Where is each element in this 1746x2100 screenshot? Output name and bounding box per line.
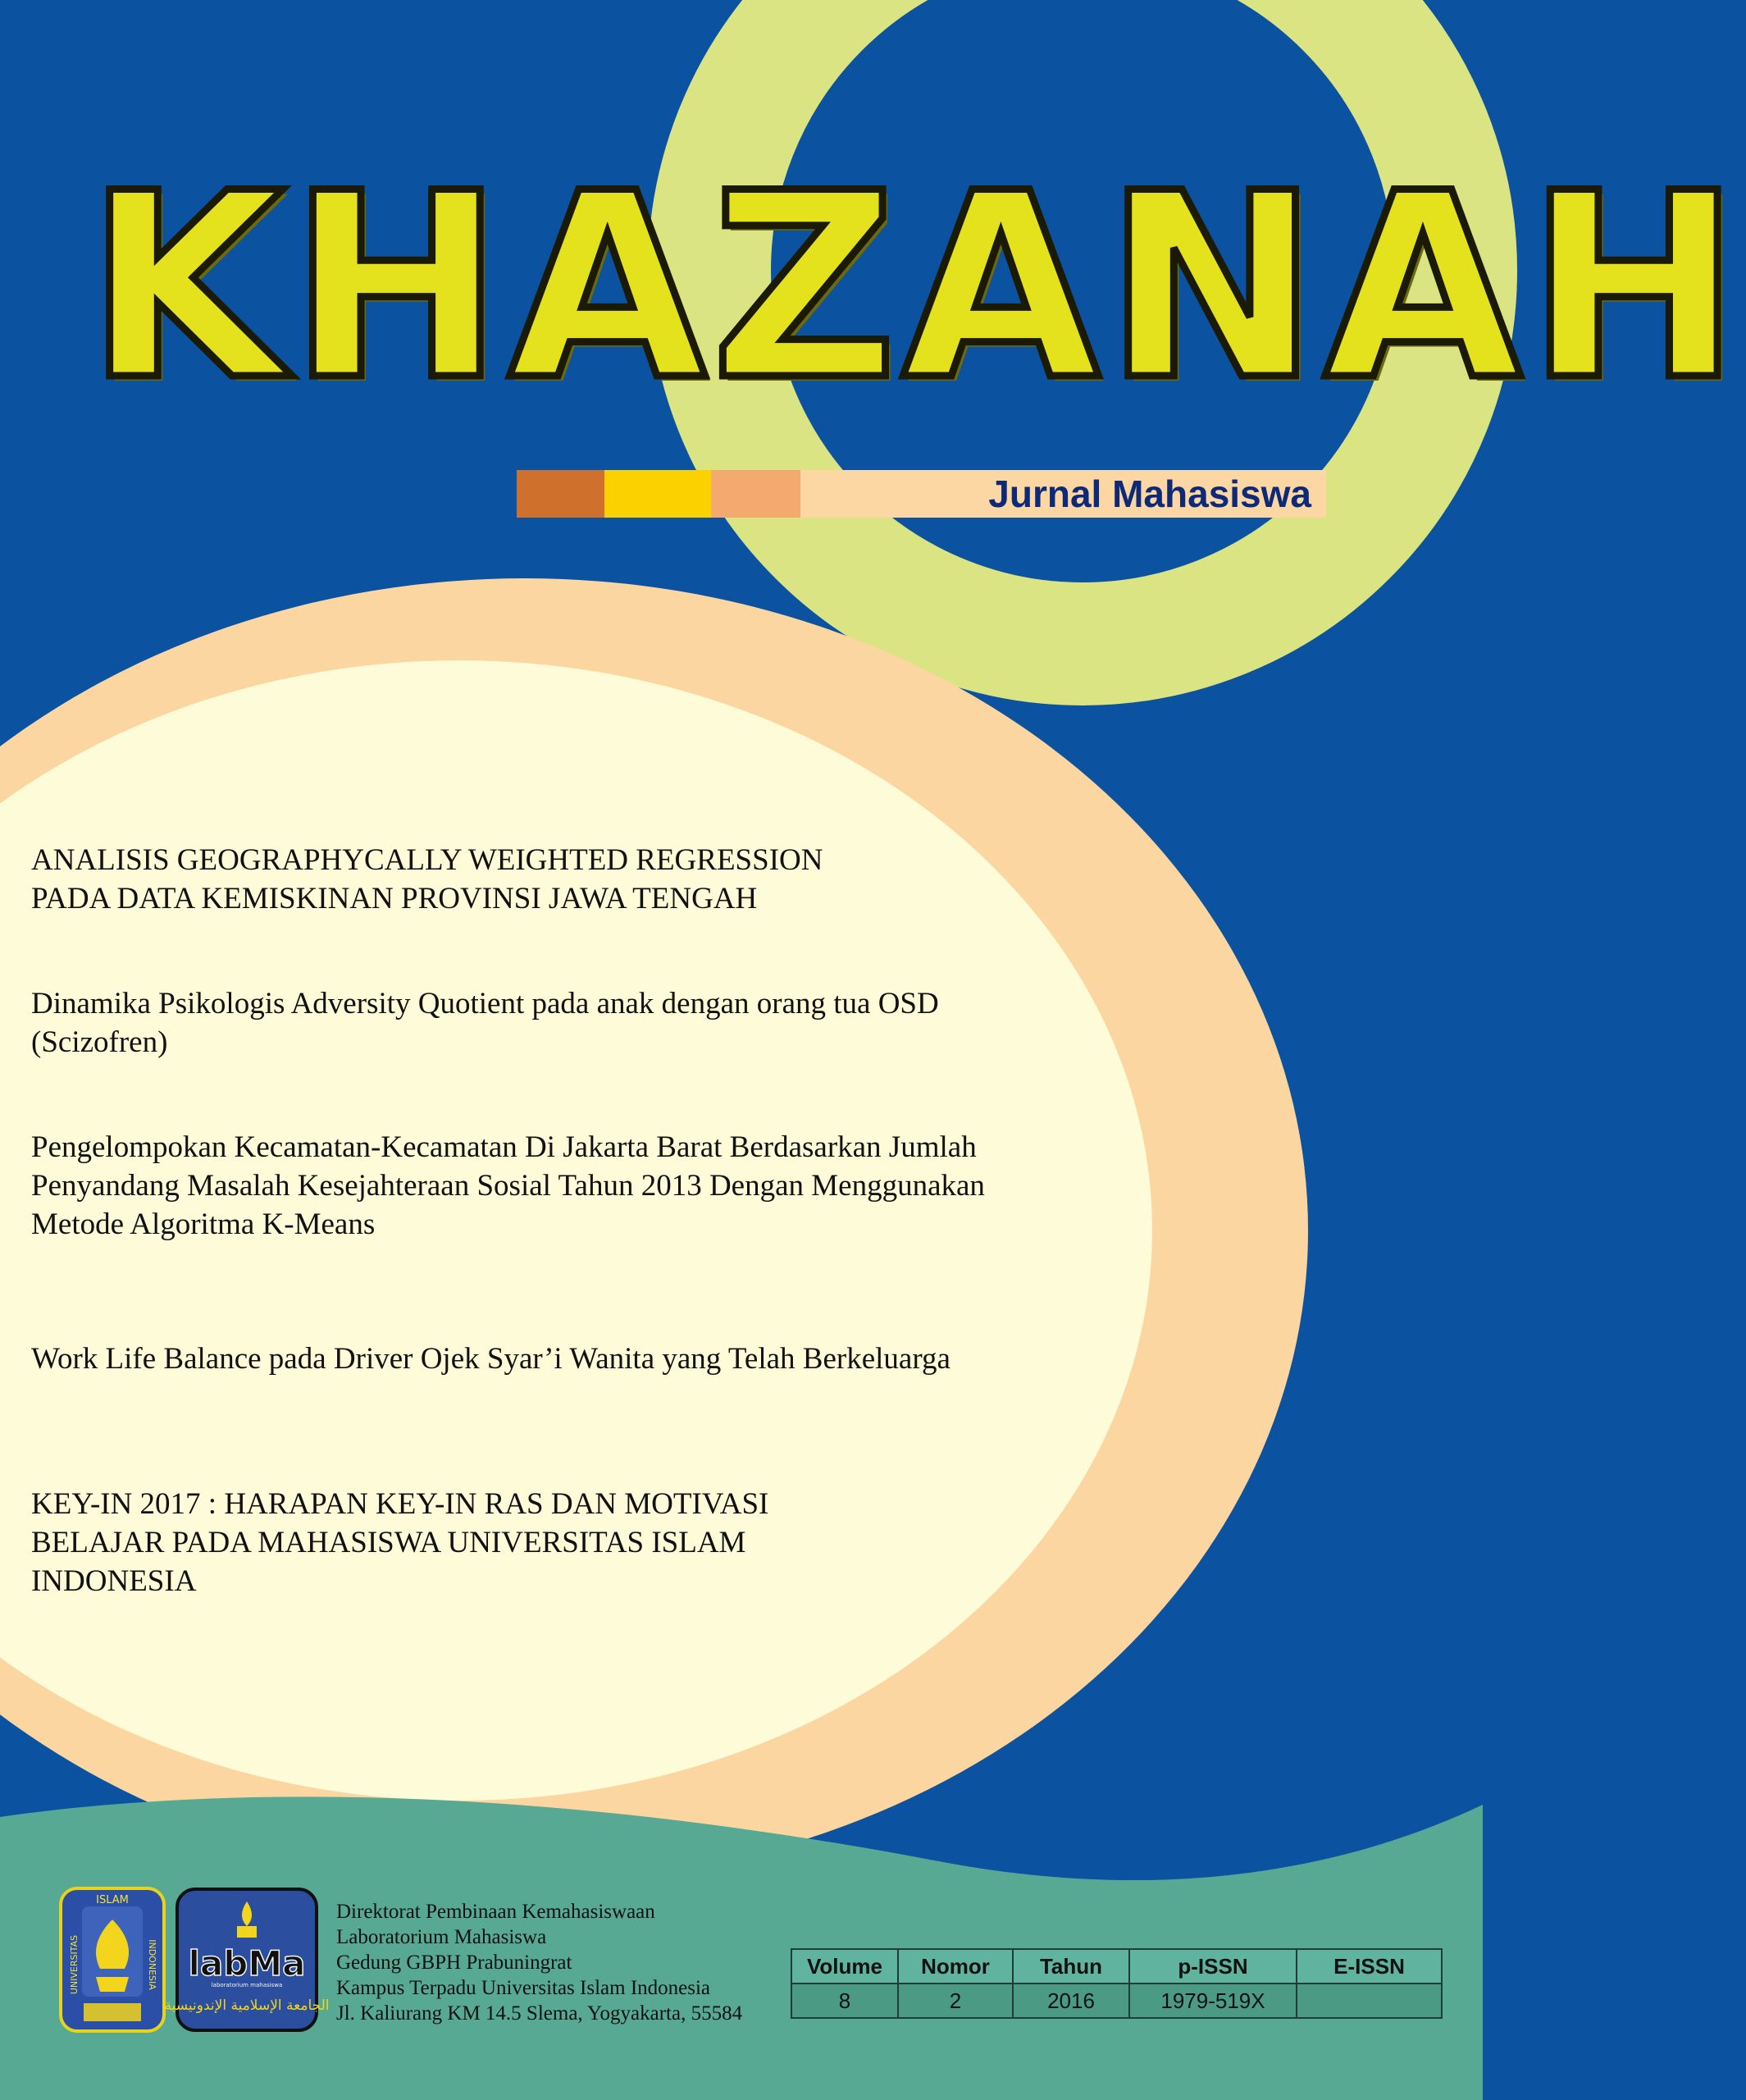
uii-logo bbox=[59, 1887, 166, 2033]
issn-header-row bbox=[791, 1949, 1442, 1984]
address-line: Laboratorium Mahasiswa bbox=[336, 1926, 547, 1948]
labma-logo-small-text: laboratorium mahasiswa bbox=[211, 1982, 283, 1988]
journal-title: KHAZANAH bbox=[86, 138, 1746, 436]
subtitle-color-strip bbox=[517, 470, 1326, 518]
header-volume: Volume bbox=[791, 1949, 898, 1984]
value-p-issn: 1979-519X bbox=[1129, 1984, 1297, 2018]
strip-orange bbox=[517, 470, 604, 518]
address-line: Gedung GBPH Prabuningrat bbox=[336, 1952, 572, 1974]
header-tahun: Tahun bbox=[1013, 1949, 1129, 1984]
issn-value-row bbox=[791, 1984, 1442, 2018]
address-line: Kampus Terpadu Universitas Islam Indonesia bbox=[336, 1977, 711, 1999]
publisher-address bbox=[336, 1899, 742, 2026]
article-title: Dinamika Psikologis Adversity Quotient pada anak dengan orang tua OSD (Scizofren) bbox=[31, 987, 939, 1059]
address-line: Jl. Kaliurang KM 14.5 Slema, Yogyakarta, 55584 bbox=[336, 2002, 743, 2025]
address-line: Direktorat Pembinaan Kemahasiswaan bbox=[336, 1901, 655, 1923]
strip-salmon bbox=[711, 470, 800, 518]
header-p-issn: p-ISSN bbox=[1129, 1949, 1297, 1984]
journal-subtitle: Jurnal Mahasiswa bbox=[988, 472, 1311, 515]
value-e-issn bbox=[1297, 1984, 1442, 2018]
labma-logo-text: labMa bbox=[188, 1943, 306, 1984]
value-nomor: 2 bbox=[898, 1984, 1013, 2018]
uii-logo-right-text: INDONESIA bbox=[147, 1939, 157, 1990]
strip-peach bbox=[800, 470, 1326, 518]
value-volume: 8 bbox=[791, 1984, 898, 2018]
article-title: ANALISIS GEOGRAPHYCALLY WEIGHTED REGRESSION PADA DATA KEMISKINAN PROVINSI JAWA TENGAH bbox=[31, 843, 823, 915]
value-tahun: 2016 bbox=[1013, 1984, 1129, 2018]
issn-table bbox=[791, 1948, 1443, 2019]
uii-logo-left-text: UNIVERSITAS bbox=[69, 1934, 80, 1995]
article-title: Work Life Balance pada Driver Ojek Syar’i Wanita yang Telah Berkeluarga bbox=[31, 1342, 950, 1376]
article-title: KEY-IN 2017 : HARAPAN KEY-IN RAS DAN MOTIVASI BELAJAR PADA MAHASISWA UNIVERSITAS ISLAM INDONESIA bbox=[31, 1487, 769, 1598]
svg-text:UNIVERSITAS bbox=[69, 1935, 80, 1994]
strip-yellow bbox=[604, 470, 711, 518]
header-e-issn: E-ISSN bbox=[1297, 1949, 1442, 1984]
uii-logo-top-text: ISLAM bbox=[96, 1894, 129, 1906]
svg-text:INDONESIA bbox=[147, 1939, 157, 1990]
labma-logo-arabic-text: الجامعة الإسلامية الإندونيسية bbox=[164, 1997, 330, 2014]
header-nomor: Nomor bbox=[898, 1949, 1013, 1984]
article-title: Pengelompokan Kecamatan-Kecamatan Di Jakarta Barat Berdasarkan Jumlah Penyandang Masalah Kesejahteraan Sosial Tahun 2013 Dengan Menggunakan Metode Algoritma K-Means bbox=[31, 1130, 985, 1241]
labma-logo bbox=[164, 1887, 330, 2033]
